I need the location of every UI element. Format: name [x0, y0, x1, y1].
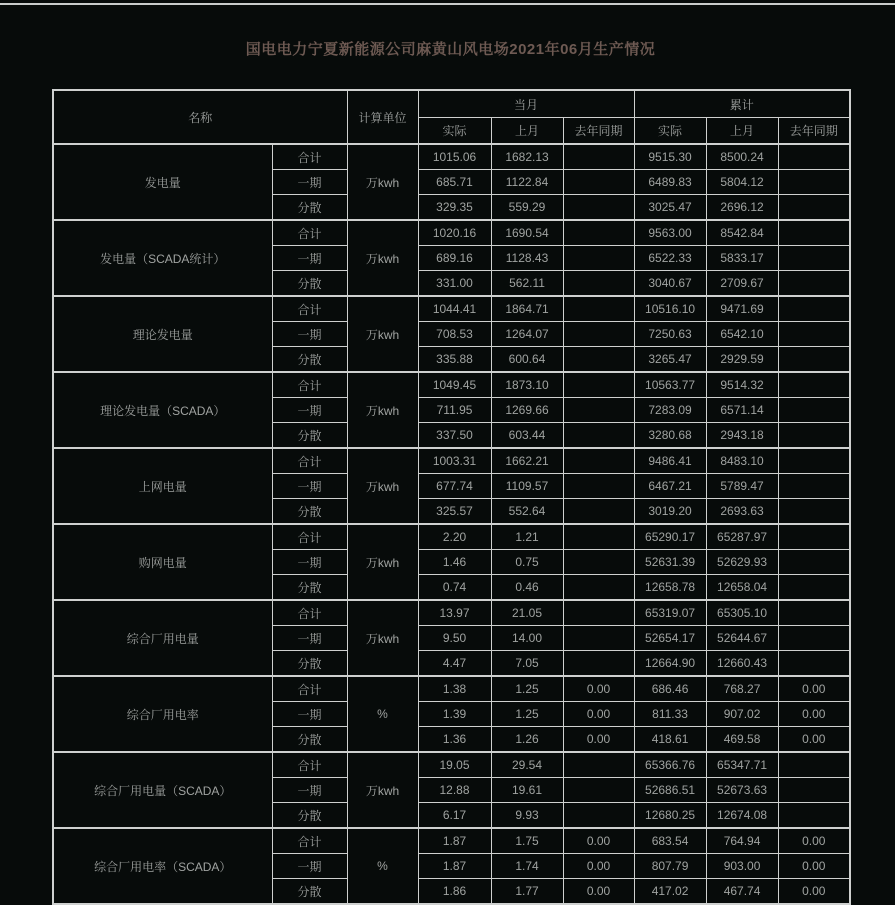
unit-cell: 万kwh: [347, 144, 418, 220]
value-cell: 1122.84: [491, 170, 563, 195]
value-cell: 0.00: [563, 676, 634, 702]
value-cell: [778, 448, 850, 474]
value-cell: 5789.47: [706, 474, 778, 499]
value-cell: [563, 550, 634, 575]
value-cell: 0.00: [778, 879, 850, 905]
value-cell: 9563.00: [634, 220, 706, 246]
value-cell: 1.25: [491, 702, 563, 727]
unit-cell: 万kwh: [347, 600, 418, 676]
value-cell: 0.00: [778, 828, 850, 854]
row-label-cell: 一期: [272, 702, 347, 727]
value-cell: 1.86: [418, 879, 491, 905]
value-cell: [563, 398, 634, 423]
group-name-cell: 上网电量: [53, 448, 272, 524]
value-cell: 1.75: [491, 828, 563, 854]
value-cell: [778, 347, 850, 373]
value-cell: 52629.93: [706, 550, 778, 575]
value-cell: 1049.45: [418, 372, 491, 398]
value-cell: 12680.25: [634, 803, 706, 829]
value-cell: [563, 372, 634, 398]
value-cell: [563, 600, 634, 626]
value-cell: [563, 778, 634, 803]
group-name-cell: 综合厂用电量（SCADA）: [53, 752, 272, 828]
value-cell: 21.05: [491, 600, 563, 626]
value-cell: 65319.07: [634, 600, 706, 626]
value-cell: [563, 322, 634, 347]
value-cell: [778, 752, 850, 778]
header-actual-cumulative: 实际: [634, 118, 706, 145]
row-label-cell: 合计: [272, 600, 347, 626]
row-label-cell: 合计: [272, 524, 347, 550]
value-cell: 3040.67: [634, 271, 706, 297]
value-cell: 2.20: [418, 524, 491, 550]
value-cell: 1.21: [491, 524, 563, 550]
unit-cell: 万kwh: [347, 296, 418, 372]
value-cell: 12.88: [418, 778, 491, 803]
value-cell: 2943.18: [706, 423, 778, 449]
production-table: [52, 89, 851, 905]
row-label-cell: 分散: [272, 879, 347, 905]
value-cell: [563, 651, 634, 677]
value-cell: [778, 423, 850, 449]
value-cell: 65305.10: [706, 600, 778, 626]
value-cell: 52673.63: [706, 778, 778, 803]
header-row-groups: [53, 90, 850, 118]
value-cell: [563, 448, 634, 474]
value-cell: 562.11: [491, 271, 563, 297]
value-cell: [778, 550, 850, 575]
value-cell: 3265.47: [634, 347, 706, 373]
row-label-cell: 一期: [272, 398, 347, 423]
value-cell: 8500.24: [706, 144, 778, 170]
row-label-cell: 一期: [272, 550, 347, 575]
table-row: [53, 676, 850, 702]
value-cell: 0.00: [563, 828, 634, 854]
value-cell: 0.46: [491, 575, 563, 601]
value-cell: [563, 246, 634, 271]
value-cell: [778, 322, 850, 347]
header-actual-month: 实际: [418, 118, 491, 145]
value-cell: 9514.32: [706, 372, 778, 398]
unit-cell: 万kwh: [347, 220, 418, 296]
value-cell: 686.46: [634, 676, 706, 702]
group-name-cell: 综合厂用电率（SCADA）: [53, 828, 272, 904]
row-label-cell: 合计: [272, 752, 347, 778]
value-cell: 0.00: [563, 879, 634, 905]
value-cell: 5833.17: [706, 246, 778, 271]
value-cell: [778, 372, 850, 398]
row-label-cell: 合计: [272, 220, 347, 246]
table-row: [53, 600, 850, 626]
value-cell: 0.74: [418, 575, 491, 601]
value-cell: 14.00: [491, 626, 563, 651]
value-cell: 12658.78: [634, 575, 706, 601]
value-cell: 9471.69: [706, 296, 778, 322]
row-label-cell: 一期: [272, 170, 347, 195]
unit-cell: 万kwh: [347, 752, 418, 828]
value-cell: 337.50: [418, 423, 491, 449]
value-cell: 65366.76: [634, 752, 706, 778]
header-lastmonth-cumulative: 上月: [706, 118, 778, 145]
value-cell: 467.74: [706, 879, 778, 905]
value-cell: 8542.84: [706, 220, 778, 246]
value-cell: 2696.12: [706, 195, 778, 221]
value-cell: [778, 220, 850, 246]
value-cell: 5804.12: [706, 170, 778, 195]
value-cell: 903.00: [706, 854, 778, 879]
value-cell: [563, 296, 634, 322]
value-cell: 1003.31: [418, 448, 491, 474]
value-cell: 677.74: [418, 474, 491, 499]
value-cell: [778, 170, 850, 195]
value-cell: [778, 778, 850, 803]
value-cell: 1873.10: [491, 372, 563, 398]
value-cell: [563, 220, 634, 246]
value-cell: [563, 423, 634, 449]
value-cell: [778, 651, 850, 677]
group-name-cell: 理论发电量: [53, 296, 272, 372]
value-cell: 1864.71: [491, 296, 563, 322]
row-label-cell: 合计: [272, 676, 347, 702]
value-cell: 1109.57: [491, 474, 563, 499]
row-label-cell: 分散: [272, 271, 347, 297]
value-cell: 19.05: [418, 752, 491, 778]
value-cell: 6.17: [418, 803, 491, 829]
value-cell: 52631.39: [634, 550, 706, 575]
value-cell: 6489.83: [634, 170, 706, 195]
row-label-cell: 一期: [272, 322, 347, 347]
value-cell: 1015.06: [418, 144, 491, 170]
unit-cell: 万kwh: [347, 524, 418, 600]
value-cell: 0.00: [563, 702, 634, 727]
value-cell: 811.33: [634, 702, 706, 727]
value-cell: [778, 296, 850, 322]
value-cell: [563, 575, 634, 601]
value-cell: [778, 600, 850, 626]
value-cell: [778, 626, 850, 651]
value-cell: 19.61: [491, 778, 563, 803]
value-cell: [778, 803, 850, 829]
value-cell: 689.16: [418, 246, 491, 271]
value-cell: [563, 195, 634, 221]
header-lastmonth-month: 上月: [491, 118, 563, 145]
table-row: [53, 524, 850, 550]
row-label-cell: 一期: [272, 626, 347, 651]
value-cell: 3280.68: [634, 423, 706, 449]
group-name-cell: 综合厂用电量: [53, 600, 272, 676]
value-cell: [563, 752, 634, 778]
value-cell: 7.05: [491, 651, 563, 677]
row-label-cell: 一期: [272, 778, 347, 803]
value-cell: 13.97: [418, 600, 491, 626]
value-cell: 683.54: [634, 828, 706, 854]
value-cell: [778, 575, 850, 601]
value-cell: 6542.10: [706, 322, 778, 347]
value-cell: 6571.14: [706, 398, 778, 423]
value-cell: 65347.71: [706, 752, 778, 778]
value-cell: 768.27: [706, 676, 778, 702]
value-cell: 7283.09: [634, 398, 706, 423]
value-cell: [778, 474, 850, 499]
row-label-cell: 分散: [272, 423, 347, 449]
value-cell: 552.64: [491, 499, 563, 525]
value-cell: 1.38: [418, 676, 491, 702]
row-label-cell: 分散: [272, 651, 347, 677]
value-cell: 10516.10: [634, 296, 706, 322]
value-cell: 603.44: [491, 423, 563, 449]
unit-cell: %: [347, 676, 418, 752]
table-row: [53, 752, 850, 778]
value-cell: 1269.66: [491, 398, 563, 423]
header-name: 名称: [53, 90, 347, 144]
header-current-month: 当月: [418, 90, 634, 118]
value-cell: 1662.21: [491, 448, 563, 474]
value-cell: 6522.33: [634, 246, 706, 271]
value-cell: 9486.41: [634, 448, 706, 474]
group-name-cell: 发电量: [53, 144, 272, 220]
value-cell: 1.39: [418, 702, 491, 727]
value-cell: 1690.54: [491, 220, 563, 246]
value-cell: 2693.63: [706, 499, 778, 525]
value-cell: 65287.97: [706, 524, 778, 550]
value-cell: 418.61: [634, 727, 706, 753]
header-unit: 计算单位: [347, 90, 418, 144]
value-cell: 8483.10: [706, 448, 778, 474]
value-cell: 0.00: [778, 854, 850, 879]
value-cell: 335.88: [418, 347, 491, 373]
value-cell: 1.36: [418, 727, 491, 753]
row-label-cell: 分散: [272, 499, 347, 525]
row-label-cell: 合计: [272, 828, 347, 854]
row-label-cell: 合计: [272, 448, 347, 474]
value-cell: 907.02: [706, 702, 778, 727]
row-label-cell: 合计: [272, 372, 347, 398]
value-cell: [563, 499, 634, 525]
row-label-cell: 一期: [272, 246, 347, 271]
row-label-cell: 分散: [272, 195, 347, 221]
table-row: [53, 296, 850, 322]
value-cell: 1.77: [491, 879, 563, 905]
value-cell: 0.00: [778, 727, 850, 753]
table-row: [53, 448, 850, 474]
value-cell: 559.29: [491, 195, 563, 221]
table-row: [53, 220, 850, 246]
value-cell: 469.58: [706, 727, 778, 753]
row-label-cell: 合计: [272, 144, 347, 170]
value-cell: 0.00: [778, 676, 850, 702]
row-label-cell: 分散: [272, 727, 347, 753]
table-row: [53, 828, 850, 854]
value-cell: 1044.41: [418, 296, 491, 322]
value-cell: 9.50: [418, 626, 491, 651]
value-cell: 65290.17: [634, 524, 706, 550]
page-title: 国电电力宁夏新能源公司麻黄山风电场2021年06月生产情况: [245, 41, 656, 58]
window-top-edge: [0, 3, 895, 5]
value-cell: 417.02: [634, 879, 706, 905]
value-cell: 1.25: [491, 676, 563, 702]
value-cell: 3025.47: [634, 195, 706, 221]
row-label-cell: 合计: [272, 296, 347, 322]
value-cell: 0.75: [491, 550, 563, 575]
value-cell: 331.00: [418, 271, 491, 297]
value-cell: 52686.51: [634, 778, 706, 803]
value-cell: 1.87: [418, 828, 491, 854]
value-cell: 10563.77: [634, 372, 706, 398]
value-cell: 29.54: [491, 752, 563, 778]
value-cell: 3019.20: [634, 499, 706, 525]
value-cell: 0.00: [778, 702, 850, 727]
value-cell: [778, 246, 850, 271]
unit-cell: %: [347, 828, 418, 904]
value-cell: 1128.43: [491, 246, 563, 271]
row-label-cell: 一期: [272, 854, 347, 879]
value-cell: 0.00: [563, 854, 634, 879]
value-cell: 7250.63: [634, 322, 706, 347]
value-cell: [563, 524, 634, 550]
value-cell: 1.26: [491, 727, 563, 753]
value-cell: 52654.17: [634, 626, 706, 651]
value-cell: [563, 803, 634, 829]
value-cell: [778, 524, 850, 550]
unit-cell: 万kwh: [347, 448, 418, 524]
unit-cell: 万kwh: [347, 372, 418, 448]
value-cell: 52644.67: [706, 626, 778, 651]
value-cell: 1.46: [418, 550, 491, 575]
group-name-cell: 理论发电量（SCADA）: [53, 372, 272, 448]
value-cell: [778, 398, 850, 423]
value-cell: 2709.67: [706, 271, 778, 297]
value-cell: 2929.59: [706, 347, 778, 373]
row-label-cell: 分散: [272, 575, 347, 601]
header-cumulative: 累计: [634, 90, 850, 118]
value-cell: 1.74: [491, 854, 563, 879]
value-cell: [563, 626, 634, 651]
value-cell: 807.79: [634, 854, 706, 879]
table-row: [53, 144, 850, 170]
value-cell: 325.57: [418, 499, 491, 525]
group-name-cell: 综合厂用电率: [53, 676, 272, 752]
row-label-cell: 分散: [272, 347, 347, 373]
value-cell: [778, 271, 850, 297]
value-cell: 1264.07: [491, 322, 563, 347]
table-row: [53, 372, 850, 398]
value-cell: [563, 347, 634, 373]
value-cell: 12664.90: [634, 651, 706, 677]
value-cell: [778, 195, 850, 221]
value-cell: 9.93: [491, 803, 563, 829]
value-cell: 6467.21: [634, 474, 706, 499]
group-name-cell: 发电量（SCADA统计）: [53, 220, 272, 296]
value-cell: 12674.08: [706, 803, 778, 829]
value-cell: 0.00: [563, 727, 634, 753]
value-cell: 685.71: [418, 170, 491, 195]
value-cell: 1020.16: [418, 220, 491, 246]
value-cell: [563, 271, 634, 297]
value-cell: 1682.13: [491, 144, 563, 170]
value-cell: [778, 144, 850, 170]
group-name-cell: 购网电量: [53, 524, 272, 600]
value-cell: 711.95: [418, 398, 491, 423]
value-cell: [778, 499, 850, 525]
value-cell: 4.47: [418, 651, 491, 677]
header-lastyear-cumulative: 去年同期: [778, 118, 850, 145]
header-lastyear-month: 去年同期: [563, 118, 634, 145]
value-cell: 600.64: [491, 347, 563, 373]
value-cell: 12660.43: [706, 651, 778, 677]
value-cell: [563, 144, 634, 170]
value-cell: 9515.30: [634, 144, 706, 170]
value-cell: [563, 474, 634, 499]
value-cell: 764.94: [706, 828, 778, 854]
row-label-cell: 一期: [272, 474, 347, 499]
value-cell: 1.87: [418, 854, 491, 879]
value-cell: 708.53: [418, 322, 491, 347]
value-cell: 329.35: [418, 195, 491, 221]
row-label-cell: 分散: [272, 803, 347, 829]
value-cell: 12658.04: [706, 575, 778, 601]
value-cell: [563, 170, 634, 195]
